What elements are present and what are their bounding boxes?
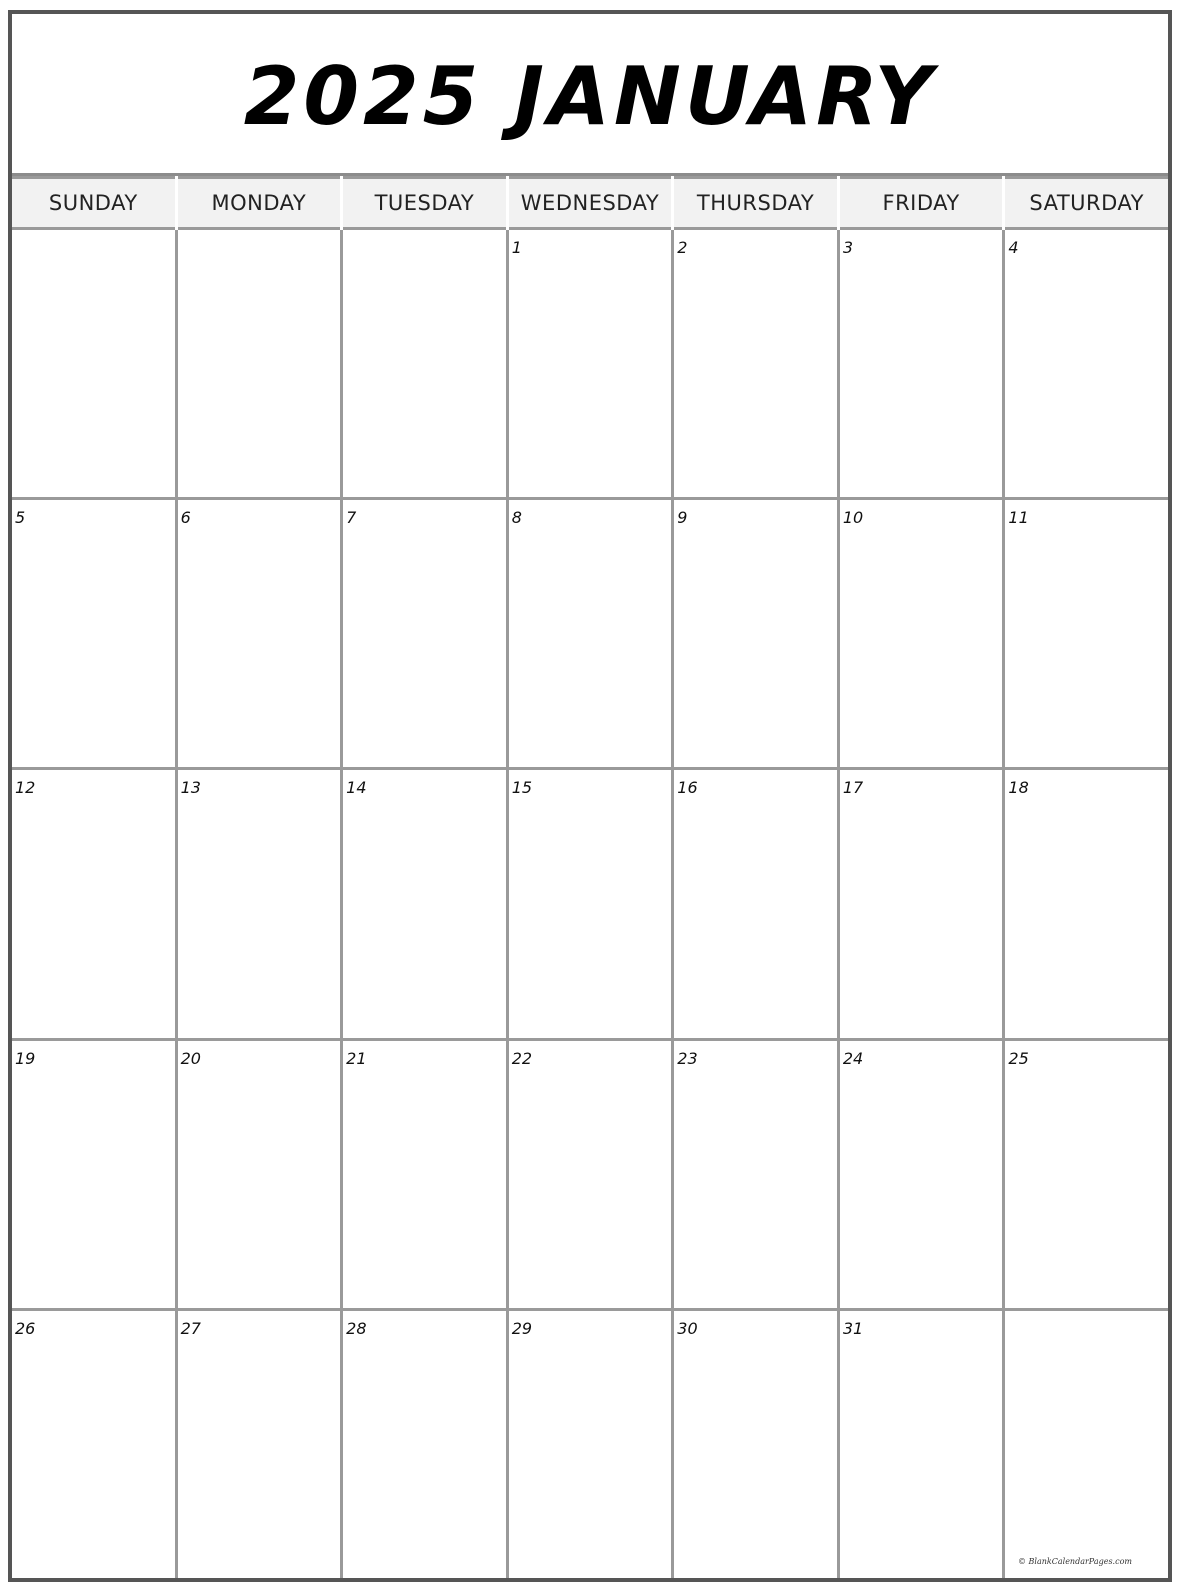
day-cell[interactable] <box>178 500 341 767</box>
day-cell[interactable] <box>674 500 837 767</box>
day-cell[interactable] <box>674 230 837 497</box>
day-cell[interactable] <box>12 500 175 767</box>
day-number: 13 <box>180 778 201 798</box>
day-cell[interactable] <box>343 1041 506 1308</box>
day-number: 30 <box>677 1318 698 1338</box>
day-number: 11 <box>1008 508 1029 528</box>
weekday-wednesday: WEDNESDAY <box>509 176 672 230</box>
day-cell[interactable] <box>509 1311 672 1578</box>
day-number: 21 <box>346 1048 367 1068</box>
day-number: 29 <box>511 1318 533 1338</box>
day-number: 27 <box>180 1318 201 1338</box>
day-cell[interactable] <box>840 1041 1003 1308</box>
day-cell[interactable] <box>840 500 1003 767</box>
weekday-friday: FRIDAY <box>840 176 1003 230</box>
day-number: 9 <box>677 508 688 528</box>
day-number: 19 <box>15 1048 36 1068</box>
calendar-title: 2025 JANUARY <box>12 14 1168 176</box>
day-number: 18 <box>1008 778 1029 798</box>
day-number: 26 <box>15 1318 36 1338</box>
day-cell[interactable] <box>1005 500 1168 767</box>
day-number: 28 <box>346 1318 367 1338</box>
day-cell[interactable] <box>178 1311 341 1578</box>
day-cell[interactable] <box>343 500 506 767</box>
day-number: 3 <box>842 238 854 257</box>
day-number: 23 <box>677 1048 698 1068</box>
day-number: 6 <box>180 508 191 528</box>
day-cell[interactable] <box>343 1311 506 1578</box>
day-cell[interactable] <box>509 1041 672 1308</box>
day-cell[interactable] <box>1005 230 1168 497</box>
day-cell[interactable] <box>674 1041 837 1308</box>
weekday-sunday: SUNDAY <box>12 176 175 230</box>
day-number: 2 <box>677 238 688 257</box>
credit-text: © BlankCalendarPages.com <box>1018 1557 1132 1566</box>
day-cell[interactable] <box>509 770 672 1037</box>
day-cell[interactable] <box>840 1311 1003 1578</box>
day-cell[interactable] <box>12 1311 175 1578</box>
weekday-thursday: THURSDAY <box>674 176 837 230</box>
day-number: 7 <box>346 508 357 528</box>
day-number: 31 <box>842 1318 864 1338</box>
day-cell[interactable] <box>178 230 341 497</box>
day-cell[interactable] <box>1005 770 1168 1037</box>
day-cell[interactable] <box>509 500 672 767</box>
weekday-header-row <box>12 176 1168 230</box>
day-number: 24 <box>842 1048 864 1068</box>
day-cell[interactable] <box>674 1311 837 1578</box>
day-cell[interactable] <box>12 1041 175 1308</box>
day-number: 10 <box>842 508 864 528</box>
weekday-tuesday: TUESDAY <box>343 176 506 230</box>
day-cell[interactable] <box>178 1041 341 1308</box>
day-cell[interactable] <box>1005 1041 1168 1308</box>
day-number: 14 <box>346 778 367 798</box>
day-cell[interactable] <box>343 770 506 1037</box>
day-number: 4 <box>1008 238 1019 257</box>
day-cell[interactable] <box>343 230 506 497</box>
day-number: 12 <box>15 778 36 798</box>
day-cell[interactable] <box>12 770 175 1037</box>
day-cell[interactable] <box>509 230 672 497</box>
calendar <box>8 10 1172 1582</box>
day-number: 22 <box>511 1048 533 1068</box>
day-number: 15 <box>511 778 533 798</box>
day-cell[interactable] <box>674 770 837 1037</box>
day-cell[interactable] <box>178 770 341 1037</box>
day-number: 25 <box>1008 1048 1029 1068</box>
day-number: 16 <box>677 778 698 798</box>
day-cell[interactable] <box>840 770 1003 1037</box>
day-number: 8 <box>511 508 522 528</box>
weekday-saturday: SATURDAY <box>1005 176 1168 230</box>
day-cell[interactable] <box>1005 1311 1168 1578</box>
day-number: 1 <box>511 238 522 257</box>
day-number: 20 <box>180 1048 201 1068</box>
day-cell[interactable] <box>840 230 1003 497</box>
day-cell[interactable] <box>12 230 175 497</box>
day-number: 5 <box>15 508 26 528</box>
day-grid <box>12 230 1168 1578</box>
weekday-monday: MONDAY <box>178 176 341 230</box>
day-number: 17 <box>842 778 864 798</box>
